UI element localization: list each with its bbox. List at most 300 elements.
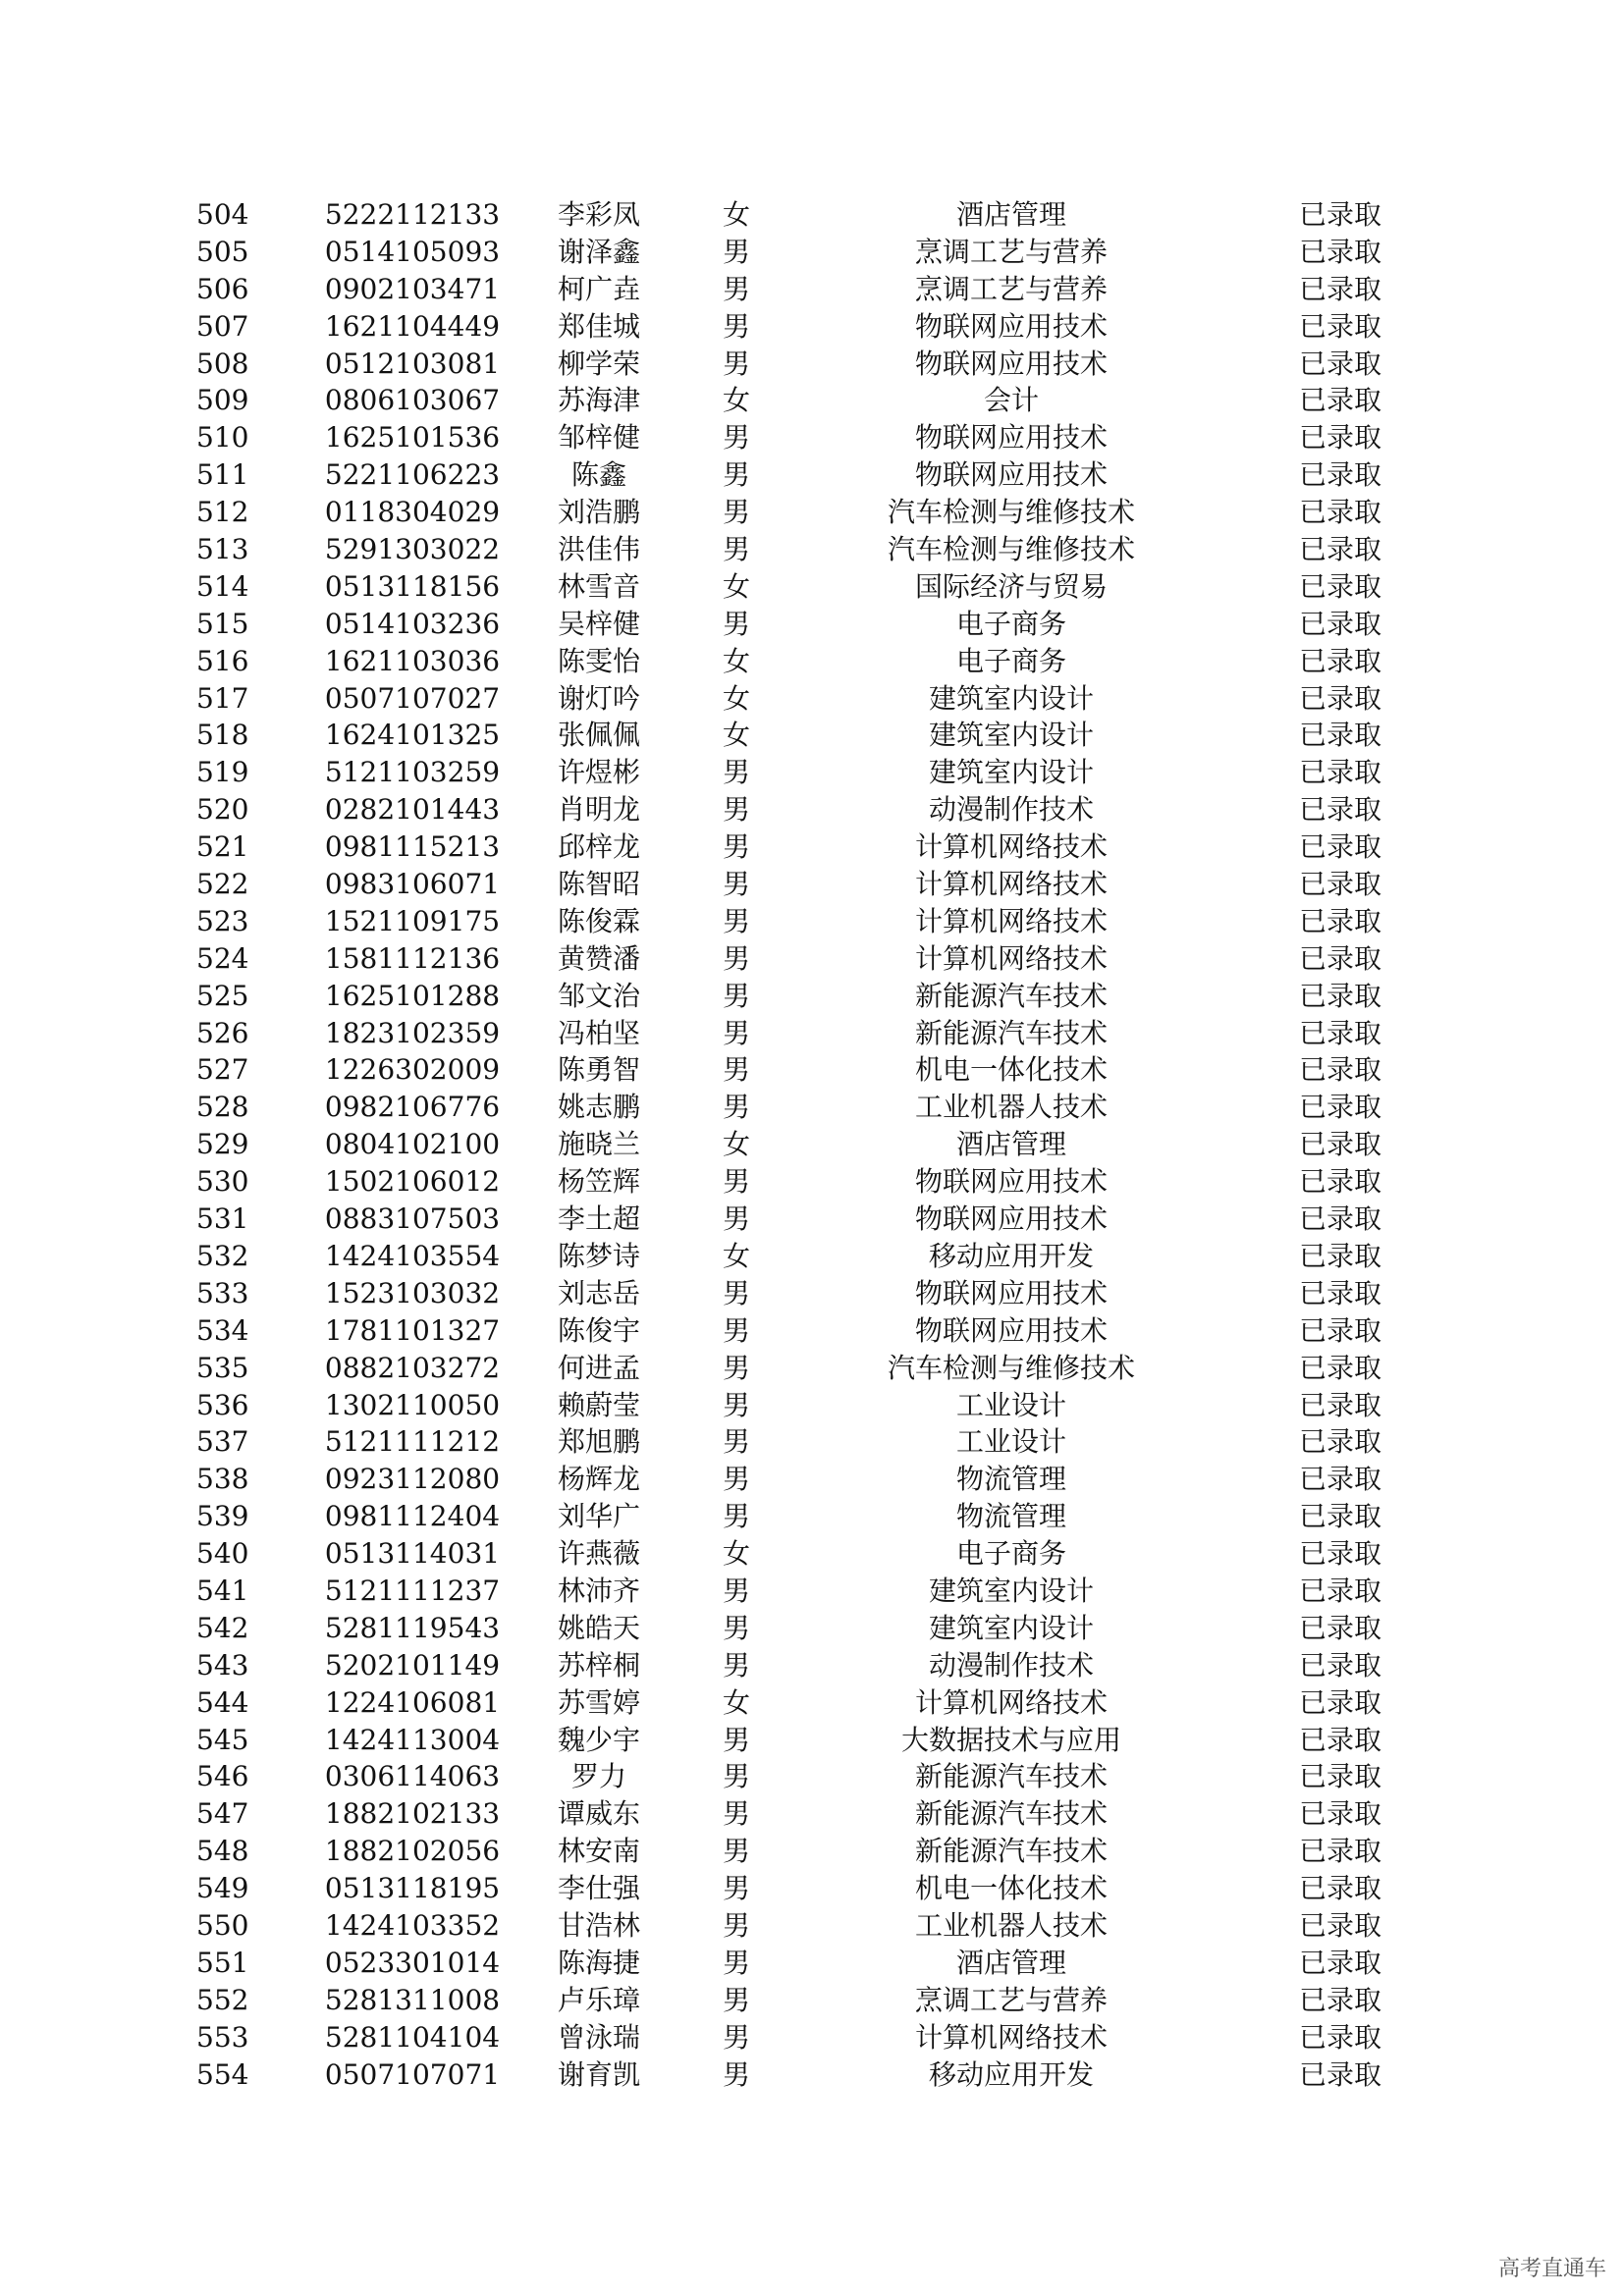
student-name: 苏海津	[557, 384, 640, 417]
candidate-id: 1624101325	[324, 719, 501, 752]
admission-status: 已录取	[1298, 1760, 1381, 1793]
admission-status: 已录取	[1298, 941, 1381, 975]
major: 电子商务	[955, 607, 1066, 640]
major: 物联网应用技术	[914, 1202, 1108, 1236]
row-number: 533	[196, 1276, 249, 1309]
table-row	[0, 1982, 1624, 2019]
candidate-id: 5281311008	[324, 1983, 501, 2016]
student-name: 邱梓龙	[557, 830, 640, 864]
admission-status: 已录取	[1298, 1797, 1381, 1831]
major: 建筑室内设计	[928, 1574, 1094, 1607]
student-name: 姚皓天	[557, 1611, 640, 1644]
candidate-id: 0513118195	[324, 1872, 501, 1905]
candidate-id: 1502106012	[324, 1165, 501, 1199]
gender: 男	[722, 496, 750, 529]
candidate-id: 0981115213	[324, 830, 501, 864]
major: 会计	[983, 384, 1039, 417]
gender: 男	[722, 2057, 750, 2091]
student-name: 陈勇智	[557, 1053, 640, 1087]
admission-status: 已录取	[1298, 904, 1381, 937]
table-row	[0, 828, 1624, 866]
gender: 女	[722, 1239, 750, 1272]
major: 烹调工艺与营养	[914, 272, 1108, 305]
admission-status: 已录取	[1298, 1835, 1381, 1868]
major: 酒店管理	[955, 198, 1066, 231]
major: 物联网应用技术	[914, 458, 1108, 492]
admission-status: 已录取	[1298, 830, 1381, 864]
row-number: 529	[196, 1128, 249, 1161]
candidate-id: 0883107503	[324, 1202, 501, 1236]
row-number: 546	[196, 1760, 249, 1793]
student-name: 许燕薇	[557, 1537, 640, 1571]
candidate-id: 1621103036	[324, 644, 501, 677]
gender: 男	[722, 1611, 750, 1644]
admission-status: 已录取	[1298, 1165, 1381, 1199]
student-name: 邹文治	[557, 979, 640, 1012]
table-row	[0, 308, 1624, 346]
student-name: 杨笠辉	[557, 1165, 640, 1199]
row-number: 507	[196, 309, 249, 343]
gender: 男	[722, 1648, 750, 1682]
table-row	[0, 717, 1624, 754]
admission-status: 已录取	[1298, 1946, 1381, 1979]
major: 动漫制作技术	[928, 1648, 1094, 1682]
table-row	[0, 1051, 1624, 1089]
major: 计算机网络技术	[914, 868, 1108, 901]
table-row	[0, 1423, 1624, 1461]
student-name: 许煜彬	[557, 756, 640, 789]
candidate-id: 5281119543	[324, 1611, 501, 1644]
student-name: 柯广垚	[557, 272, 640, 305]
admission-status: 已录取	[1298, 1202, 1381, 1236]
gender: 女	[722, 644, 750, 677]
student-name: 何进孟	[557, 1351, 640, 1384]
major: 新能源汽车技术	[914, 979, 1108, 1012]
candidate-id: 5202101149	[324, 1648, 501, 1682]
candidate-id: 1823102359	[324, 1016, 501, 1049]
table-row	[0, 346, 1624, 383]
table-row	[0, 568, 1624, 606]
student-name: 李仕强	[557, 1872, 640, 1905]
admission-status: 已录取	[1298, 1463, 1381, 1496]
student-name: 苏梓桐	[557, 1648, 640, 1682]
table-row	[0, 271, 1624, 308]
row-number: 509	[196, 384, 249, 417]
admission-status: 已录取	[1298, 1313, 1381, 1347]
admission-list-table	[0, 196, 1624, 2093]
table-row	[0, 196, 1624, 234]
major: 工业机器人技术	[914, 1091, 1108, 1124]
gender: 女	[722, 569, 750, 603]
candidate-id: 0982106776	[324, 1091, 501, 1124]
major: 机电一体化技术	[914, 1872, 1108, 1905]
student-name: 陈梦诗	[557, 1239, 640, 1272]
row-number: 534	[196, 1313, 249, 1347]
candidate-id: 0514103236	[324, 607, 501, 640]
admission-status: 已录取	[1298, 347, 1381, 380]
candidate-id: 5291303022	[324, 533, 501, 566]
student-name: 冯柏坚	[557, 1016, 640, 1049]
gender: 男	[722, 793, 750, 827]
row-number: 527	[196, 1053, 249, 1087]
major: 移动应用开发	[928, 1239, 1094, 1272]
gender: 男	[722, 1723, 750, 1756]
student-name: 陈海捷	[557, 1946, 640, 1979]
row-number: 543	[196, 1648, 249, 1682]
admission-status: 已录取	[1298, 1091, 1381, 1124]
student-name: 林沛齐	[557, 1574, 640, 1607]
row-number: 552	[196, 1983, 249, 2016]
major: 计算机网络技术	[914, 1685, 1108, 1719]
student-name: 林雪音	[557, 569, 640, 603]
admission-status: 已录取	[1298, 1276, 1381, 1309]
major: 国际经济与贸易	[914, 569, 1108, 603]
table-row	[0, 1275, 1624, 1312]
admission-status: 已录取	[1298, 644, 1381, 677]
row-number: 541	[196, 1574, 249, 1607]
student-name: 魏少宇	[557, 1723, 640, 1756]
table-row	[0, 1573, 1624, 1610]
table-row	[0, 234, 1624, 271]
major: 新能源汽车技术	[914, 1797, 1108, 1831]
admission-status: 已录取	[1298, 384, 1381, 417]
candidate-id: 0512103081	[324, 347, 501, 380]
table-row	[0, 1163, 1624, 1201]
row-number: 532	[196, 1239, 249, 1272]
gender: 男	[722, 1946, 750, 1979]
major: 物联网应用技术	[914, 347, 1108, 380]
candidate-id: 5121103259	[324, 756, 501, 789]
gender: 男	[722, 1835, 750, 1868]
major: 建筑室内设计	[928, 1611, 1094, 1644]
gender: 男	[722, 1908, 750, 1942]
table-row	[0, 1089, 1624, 1126]
admission-status: 已录取	[1298, 1537, 1381, 1571]
table-row	[0, 1201, 1624, 1238]
major: 建筑室内设计	[928, 756, 1094, 789]
table-row	[0, 903, 1624, 940]
table-row	[0, 1684, 1624, 1722]
admission-status: 已录取	[1298, 1685, 1381, 1719]
candidate-id: 0902103471	[324, 272, 501, 305]
gender: 男	[722, 421, 750, 454]
table-row	[0, 1015, 1624, 1052]
admission-status: 已录取	[1298, 1016, 1381, 1049]
candidate-id: 0983106071	[324, 868, 501, 901]
row-number: 511	[196, 458, 249, 492]
gender: 女	[722, 1128, 750, 1161]
student-name: 陈智昭	[557, 868, 640, 901]
admission-status: 已录取	[1298, 793, 1381, 827]
row-number: 538	[196, 1463, 249, 1496]
gender: 男	[722, 607, 750, 640]
candidate-id: 1882102133	[324, 1797, 501, 1831]
gender: 女	[722, 681, 750, 715]
table-row	[0, 606, 1624, 643]
table-row	[0, 1387, 1624, 1424]
row-number: 519	[196, 756, 249, 789]
admission-status: 已录取	[1298, 1574, 1381, 1607]
student-name: 杨辉龙	[557, 1463, 640, 1496]
gender: 男	[722, 347, 750, 380]
major: 汽车检测与维修技术	[887, 496, 1135, 529]
row-number: 540	[196, 1537, 249, 1571]
admission-status: 已录取	[1298, 1425, 1381, 1459]
major: 新能源汽车技术	[914, 1760, 1108, 1793]
candidate-id: 1882102056	[324, 1835, 501, 1868]
candidate-id: 0514105093	[324, 235, 501, 268]
admission-status: 已录取	[1298, 1648, 1381, 1682]
major: 计算机网络技术	[914, 941, 1108, 975]
admission-status: 已录取	[1298, 2020, 1381, 2054]
student-name: 吴梓健	[557, 607, 640, 640]
candidate-id: 0806103067	[324, 384, 501, 417]
major: 移动应用开发	[928, 2057, 1094, 2091]
admission-status: 已录取	[1298, 1872, 1381, 1905]
gender: 男	[722, 1872, 750, 1905]
candidate-id: 1581112136	[324, 941, 501, 975]
table-row	[0, 382, 1624, 419]
table-row	[0, 1647, 1624, 1684]
major: 物联网应用技术	[914, 309, 1108, 343]
candidate-id: 0523301014	[324, 1946, 501, 1979]
admission-status: 已录取	[1298, 1351, 1381, 1384]
gender: 男	[722, 941, 750, 975]
admission-status: 已录取	[1298, 458, 1381, 492]
row-number: 548	[196, 1835, 249, 1868]
gender: 男	[722, 1165, 750, 1199]
row-number: 524	[196, 941, 249, 975]
admission-status: 已录取	[1298, 979, 1381, 1012]
admission-status: 已录取	[1298, 1388, 1381, 1421]
row-number: 515	[196, 607, 249, 640]
major: 计算机网络技术	[914, 830, 1108, 864]
student-name: 卢乐璋	[557, 1983, 640, 2016]
gender: 男	[722, 1500, 750, 1533]
student-name: 柳学荣	[557, 347, 640, 380]
table-row	[0, 1722, 1624, 1759]
table-row	[0, 1535, 1624, 1573]
admission-status: 已录取	[1298, 421, 1381, 454]
row-number: 531	[196, 1202, 249, 1236]
gender: 男	[722, 309, 750, 343]
major: 电子商务	[955, 1537, 1066, 1571]
gender: 男	[722, 830, 750, 864]
student-name: 谢灯吟	[557, 681, 640, 715]
admission-status: 已录取	[1298, 607, 1381, 640]
gender: 男	[722, 904, 750, 937]
student-name: 谢泽鑫	[557, 235, 640, 268]
row-number: 517	[196, 681, 249, 715]
table-row	[0, 2056, 1624, 2094]
gender: 男	[722, 1463, 750, 1496]
gender: 男	[722, 1760, 750, 1793]
major: 烹调工艺与营养	[914, 1983, 1108, 2016]
student-name: 曾泳瑞	[557, 2020, 640, 2054]
major: 大数据技术与应用	[900, 1723, 1121, 1756]
major: 计算机网络技术	[914, 2020, 1108, 2054]
student-name: 李土超	[557, 1202, 640, 1236]
major: 机电一体化技术	[914, 1053, 1108, 1087]
row-number: 544	[196, 1685, 249, 1719]
gender: 女	[722, 719, 750, 752]
gender: 女	[722, 1685, 750, 1719]
table-row	[0, 494, 1624, 531]
row-number: 516	[196, 644, 249, 677]
gender: 男	[722, 2020, 750, 2054]
admission-status: 已录取	[1298, 1128, 1381, 1161]
admission-status: 已录取	[1298, 496, 1381, 529]
gender: 男	[722, 272, 750, 305]
candidate-id: 1224106081	[324, 1685, 501, 1719]
admission-status: 已录取	[1298, 1723, 1381, 1756]
candidate-id: 1523103032	[324, 1276, 501, 1309]
row-number: 526	[196, 1016, 249, 1049]
admission-status: 已录取	[1298, 1908, 1381, 1942]
row-number: 506	[196, 272, 249, 305]
major: 烹调工艺与营养	[914, 235, 1108, 268]
row-number: 523	[196, 904, 249, 937]
gender: 男	[722, 1313, 750, 1347]
table-row	[0, 1126, 1624, 1163]
gender: 男	[722, 1425, 750, 1459]
gender: 男	[722, 1202, 750, 1236]
admission-status: 已录取	[1298, 272, 1381, 305]
row-number: 510	[196, 421, 249, 454]
student-name: 郑旭鹏	[557, 1425, 640, 1459]
gender: 男	[722, 1276, 750, 1309]
admission-status: 已录取	[1298, 569, 1381, 603]
student-name: 甘浩林	[557, 1908, 640, 1942]
candidate-id: 1625101536	[324, 421, 501, 454]
table-row	[0, 1870, 1624, 1907]
student-name: 刘华广	[557, 1500, 640, 1533]
candidate-id: 1621104449	[324, 309, 501, 343]
gender: 女	[722, 384, 750, 417]
table-row	[0, 1350, 1624, 1387]
row-number: 522	[196, 868, 249, 901]
admission-status: 已录取	[1298, 756, 1381, 789]
row-number: 514	[196, 569, 249, 603]
student-name: 陈俊霖	[557, 904, 640, 937]
admission-status: 已录取	[1298, 719, 1381, 752]
row-number: 545	[196, 1723, 249, 1756]
candidate-id: 5281104104	[324, 2020, 501, 2054]
row-number: 518	[196, 719, 249, 752]
table-row	[0, 680, 1624, 718]
student-name: 刘志岳	[557, 1276, 640, 1309]
admission-status: 已录取	[1298, 1500, 1381, 1533]
admission-status: 已录取	[1298, 1983, 1381, 2016]
table-row	[0, 1758, 1624, 1795]
major: 工业机器人技术	[914, 1908, 1108, 1942]
candidate-id: 5221106223	[324, 458, 501, 492]
table-row	[0, 791, 1624, 828]
gender: 男	[722, 1574, 750, 1607]
gender: 女	[722, 198, 750, 231]
student-name: 张佩佩	[557, 719, 640, 752]
candidate-id: 5121111212	[324, 1425, 501, 1459]
gender: 女	[722, 1537, 750, 1571]
major: 工业设计	[955, 1388, 1066, 1421]
candidate-id: 1424103352	[324, 1908, 501, 1942]
candidate-id: 1625101288	[324, 979, 501, 1012]
candidate-id: 0882103272	[324, 1351, 501, 1384]
row-number: 513	[196, 533, 249, 566]
major: 物联网应用技术	[914, 421, 1108, 454]
table-row	[0, 1461, 1624, 1498]
student-name: 陈俊宇	[557, 1313, 640, 1347]
candidate-id: 1424103554	[324, 1239, 501, 1272]
gender: 男	[722, 1388, 750, 1421]
candidate-id: 1424113004	[324, 1723, 501, 1756]
table-row	[0, 1945, 1624, 1982]
major: 酒店管理	[955, 1128, 1066, 1161]
table-row	[0, 1795, 1624, 1833]
candidate-id: 1781101327	[324, 1313, 501, 1347]
major: 汽车检测与维修技术	[887, 533, 1135, 566]
major: 建筑室内设计	[928, 681, 1094, 715]
gender: 男	[722, 1016, 750, 1049]
student-name: 谭威东	[557, 1797, 640, 1831]
row-number: 505	[196, 235, 249, 268]
student-name: 郑佳城	[557, 309, 640, 343]
major: 物流管理	[955, 1500, 1066, 1533]
candidate-id: 0118304029	[324, 496, 501, 529]
student-name: 黄赞潘	[557, 941, 640, 975]
candidate-id: 0507107071	[324, 2057, 501, 2091]
row-number: 504	[196, 198, 249, 231]
admission-status: 已录取	[1298, 1239, 1381, 1272]
major: 物流管理	[955, 1463, 1066, 1496]
table-row	[0, 1238, 1624, 1275]
admission-status: 已录取	[1298, 868, 1381, 901]
gender: 男	[722, 1797, 750, 1831]
row-number: 535	[196, 1351, 249, 1384]
watermark: 高考直通车	[1497, 2257, 1606, 2281]
student-name: 李彩凤	[557, 198, 640, 231]
candidate-id: 0513114031	[324, 1537, 501, 1571]
table-row	[0, 978, 1624, 1015]
major: 计算机网络技术	[914, 904, 1108, 937]
candidate-id: 5121111237	[324, 1574, 501, 1607]
row-number: 550	[196, 1908, 249, 1942]
table-row	[0, 456, 1624, 494]
gender: 男	[722, 235, 750, 268]
gender: 男	[722, 458, 750, 492]
gender: 男	[722, 1983, 750, 2016]
table-row	[0, 531, 1624, 568]
candidate-id: 0804102100	[324, 1128, 501, 1161]
row-number: 528	[196, 1091, 249, 1124]
student-name: 洪佳伟	[557, 533, 640, 566]
student-name: 施晓兰	[557, 1128, 640, 1161]
table-row	[0, 1907, 1624, 1945]
gender: 男	[722, 979, 750, 1012]
candidate-id: 0923112080	[324, 1463, 501, 1496]
major: 建筑室内设计	[928, 719, 1094, 752]
table-row	[0, 419, 1624, 456]
table-row	[0, 1833, 1624, 1870]
table-row	[0, 866, 1624, 903]
row-number: 520	[196, 793, 249, 827]
student-name: 肖明龙	[557, 793, 640, 827]
student-name: 林安南	[557, 1835, 640, 1868]
row-number: 539	[196, 1500, 249, 1533]
row-number: 508	[196, 347, 249, 380]
table-row	[0, 1312, 1624, 1350]
student-name: 赖蔚莹	[557, 1388, 640, 1421]
